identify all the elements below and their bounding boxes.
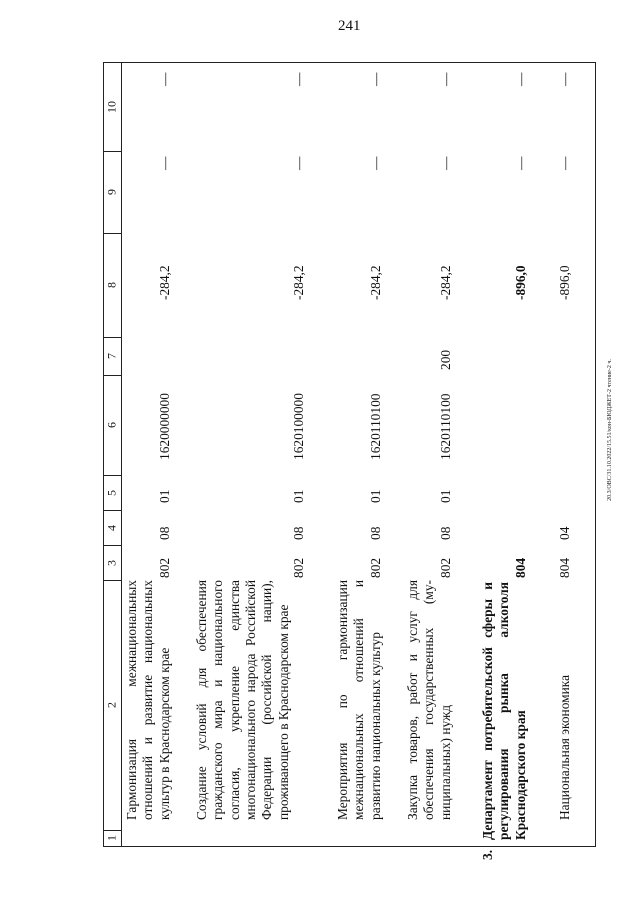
row5-c3: 804 [513, 557, 528, 578]
header-row-line [121, 62, 122, 846]
row4-c10: — [438, 72, 453, 86]
row1-c9: — [157, 156, 172, 170]
row6-c3: 804 [557, 557, 572, 578]
header-col-6: 6 [104, 422, 119, 428]
row3-c3: 802 [368, 557, 383, 578]
row2-c6: 1620100000 [291, 393, 306, 460]
row2-c3: 802 [291, 557, 306, 578]
header-col-3: 3 [104, 559, 119, 566]
table-border-top [103, 62, 596, 63]
row6-c8: -896,0 [557, 265, 572, 300]
row4-c9: — [438, 156, 453, 170]
row4-c4: 08 [438, 526, 453, 540]
row2-c8: -284,2 [291, 265, 306, 300]
row6-c4: 04 [557, 526, 572, 540]
header-col-5: 5 [104, 489, 119, 496]
header-col-7: 7 [104, 353, 119, 359]
row5-c9: — [513, 156, 528, 170]
page-number: 241 [338, 18, 361, 34]
header-col-1: 1 [104, 835, 119, 841]
row2-name: Создание условий для обеспечения гражданского мира и национального согласия, укрепление единства многонационального народа Российской Федерации (российской нации), проживающего в Краснодарском крае [194, 580, 291, 820]
header-col-4: 4 [104, 524, 119, 531]
row4-name: Закупка товаров, работ и услуг для обеспечения государственных (муниципальных) нужд [405, 580, 453, 820]
row5-name: Департамент потребительской сферы и регулирования рынка алкоголя Краснодарского края [480, 582, 528, 840]
header-bottom-line [103, 846, 596, 847]
row1-c8: -284,2 [157, 265, 172, 300]
row2-c10: — [291, 72, 306, 86]
row1-c10: — [157, 72, 172, 86]
row5-num: 3. [480, 849, 495, 860]
row4-c8: -284,2 [438, 265, 453, 300]
header-col-10: 10 [104, 100, 119, 113]
row3-c4: 08 [368, 526, 383, 540]
row5-c8: -896,0 [513, 265, 528, 300]
row1-c3: 802 [157, 557, 172, 578]
row3-c10: — [368, 72, 383, 86]
header-col-8: 8 [104, 282, 119, 288]
row3-c8: -284,2 [368, 265, 383, 300]
row4-c5: 01 [438, 489, 453, 503]
row6-c9: — [557, 156, 572, 170]
row1-c5: 01 [157, 489, 172, 503]
document-code: 20.3/OBC/31.10.2022/15.51/кон-БЮДЖЕТ-2 чтение-2 ч. [607, 359, 613, 501]
row2-c4: 08 [291, 526, 306, 540]
row3-name: Мероприятия по гармонизации межнациональных отношений и развитию национальных культур [335, 580, 383, 820]
row3-c6: 1620110100 [368, 393, 383, 460]
row3-c5: 01 [368, 489, 383, 503]
row4-c7: 200 [438, 349, 453, 370]
header-col-9: 9 [104, 189, 119, 195]
row1-c4: 08 [157, 526, 172, 540]
row3-c9: — [368, 156, 383, 170]
row6-name: Национальная экономика [557, 674, 572, 820]
row2-c9: — [291, 156, 306, 170]
header-col-2: 2 [104, 702, 119, 708]
row1-c6: 1620000000 [157, 393, 172, 460]
row4-c6: 1620110100 [438, 393, 453, 460]
row2-c5: 01 [291, 489, 306, 503]
row4-c3: 802 [438, 557, 453, 578]
row1-name: Гармонизация межнациональных отношений и развитие национальных культур в Краснодарском крае [124, 580, 172, 820]
table-border-right [595, 62, 596, 846]
row6-c10: — [557, 72, 572, 86]
row5-c10: — [513, 72, 528, 86]
